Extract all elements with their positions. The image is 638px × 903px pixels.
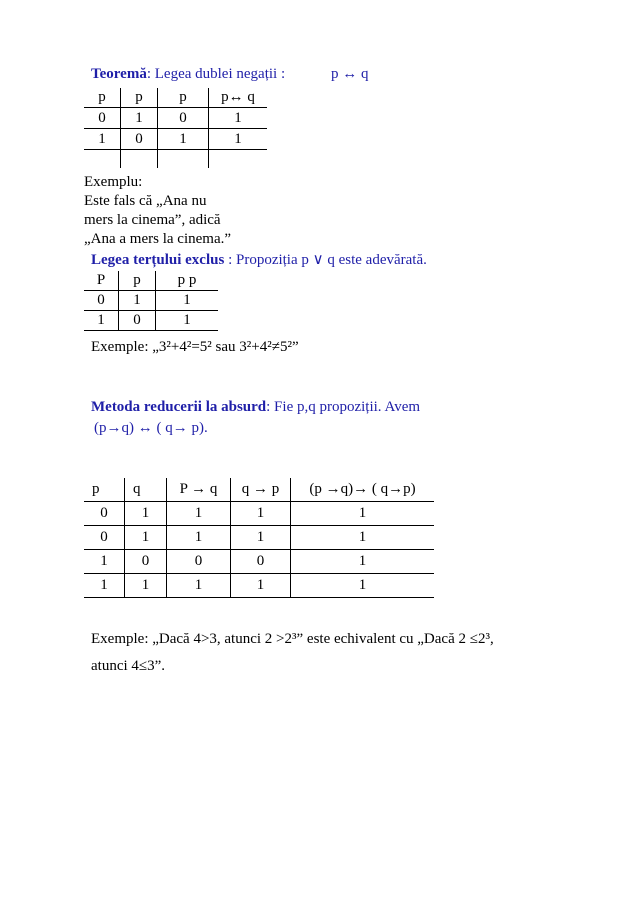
table-cell: 1 [84,310,119,330]
table-header-cell: q [125,478,167,501]
table-cell: 0 [158,107,209,128]
example-line: mers la cinema”, adică [84,212,221,228]
table-row [84,290,218,310]
table-header-cell: p p [177,272,197,289]
table-cell: 1 [358,529,367,545]
excluded-middle-statement [91,251,427,269]
table-cell: 1 [84,128,121,149]
table-header-cell: q → p [231,478,291,501]
table-cell: 1 [121,107,158,128]
table-header-row [84,478,434,501]
table-row [84,310,218,330]
table-row [84,549,434,573]
table-cell: 0 [231,549,291,573]
table-cell: 1 [358,553,367,569]
reductio-formula: (p→q) ↔ ( q→ p). [94,420,208,436]
excluded-middle-text: : Propoziția p ∨ q este adevărată. [224,252,427,268]
truth-table-reductio [84,478,434,598]
table-header-row [84,271,218,290]
table-header-cell: p [84,88,121,107]
example-title: Exemplu: [84,174,143,190]
table-cell: 0 [84,525,125,549]
table-cell: 1 [84,573,125,597]
table-cell: 0 [84,501,125,525]
table-cell: 0 [121,128,158,149]
table-cell: 0 [119,310,156,330]
table-cell: 1 [125,501,167,525]
theorem-statement [91,65,285,83]
table-cell: 1 [234,130,242,147]
table-header-cell: p↔ q [221,89,255,106]
reductio-keyword: Metoda reducerii la absurd [91,399,267,415]
table-row [84,525,434,549]
table-row [84,107,267,128]
table-header-cell: P [84,271,119,290]
example-line: Exemple: „Dacă 4>3, atunci 2 >2³” este echivalent cu „Dacă 2 ≤2³, [91,631,494,647]
truth-table-double-negation [84,88,267,168]
table-cell: 1 [358,577,367,593]
theorem-keyword: Teoremă [91,66,147,82]
table-row [84,501,434,525]
example-line: „Ana a mers la cinema.” [84,231,232,247]
table-header-row [84,88,267,107]
table-cell: 1 [183,292,191,308]
table-cell: 1 [167,573,231,597]
table-cell: 1 [84,549,125,573]
table-cell: 1 [231,501,291,525]
table-cell: 1 [119,290,156,310]
table-header-cell: p [119,271,156,290]
table-cell: 1 [167,501,231,525]
table-header-cell: (p →q)→ ( q→p) [309,481,416,498]
table-cell: 1 [125,525,167,549]
table-row [84,128,267,149]
table-cell [84,149,121,168]
table-cell: 0 [167,549,231,573]
table-cell: 1 [125,573,167,597]
reductio-text: : Fie p,q propoziții. Avem [266,399,421,415]
table-header-cell: P → q [167,478,231,501]
table-row [84,573,434,597]
theorem-formula: p ↔ q [331,66,369,82]
theorem-text: : Legea dublei negații : [146,66,286,82]
table-cell: 1 [234,109,242,126]
table-cell [121,149,158,168]
reductio-statement [91,398,420,416]
table-header-cell: p [84,478,125,501]
table-header-cell: p [158,88,209,107]
table-cell: 1 [231,525,291,549]
table-cell: 1 [231,573,291,597]
table-cell: 0 [125,549,167,573]
example-line: Este fals că „Ana nu [84,193,207,209]
table-cell: 1 [158,128,209,149]
table-cell: 0 [84,290,119,310]
table-cell [158,149,209,168]
table-row-empty [84,149,267,168]
table-cell [209,149,268,168]
table-cell: 1 [358,505,367,521]
table-cell: 0 [84,107,121,128]
excluded-middle-keyword: Legea terțului exclus [91,252,225,268]
table-header-cell: p [121,88,158,107]
truth-table-excluded-middle [84,271,218,331]
example-line: atunci 4≤3”. [91,658,166,674]
table-cell: 1 [167,525,231,549]
table-cell: 1 [183,312,191,328]
example-text: Exemple: „3²+4²=5² sau 3²+4²≠5²” [91,339,299,355]
